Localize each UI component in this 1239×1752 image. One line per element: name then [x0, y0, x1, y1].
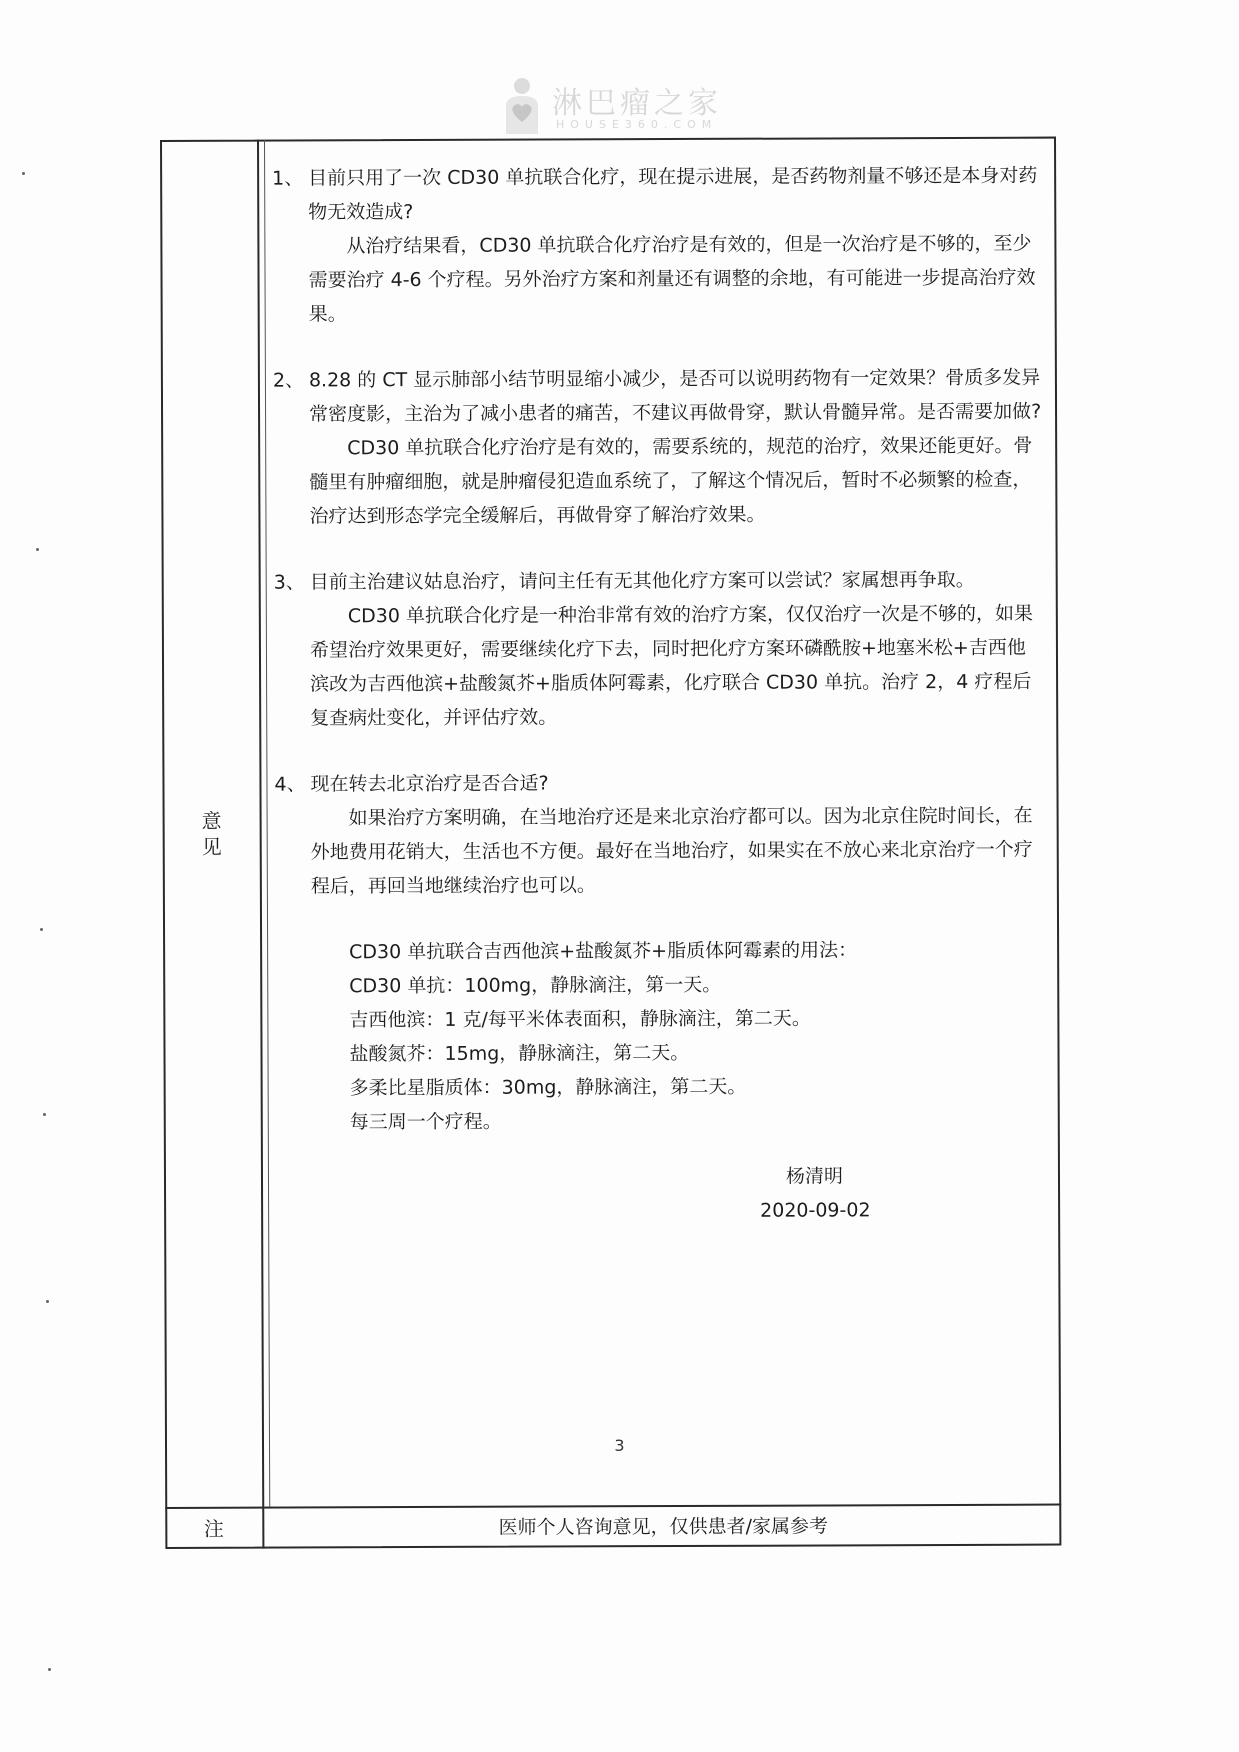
scan-speck: [43, 1113, 46, 1116]
question-text: 目前只用了一次 CD30 单抗联合化疗，现在提示进展，是否药物剂量不够还是本身对药物无效造成?: [308, 164, 1038, 224]
dosing-line: 吉西他滨：1 克/每平米体表面积，静脉滴注，第二天。: [349, 1007, 811, 1032]
page-number: 3: [614, 1436, 625, 1455]
scan-speck: [48, 1668, 51, 1671]
question-number: 4、: [274, 773, 306, 796]
person-heart-icon: [500, 76, 544, 136]
question-text: 目前主治建议姑息治疗，请问主任有无其他化疗方案可以尝试？家属想再争取。: [309, 568, 975, 594]
question: [273, 361, 1043, 432]
dosing-line: 每三周一个疗程。: [349, 1110, 502, 1134]
dosing-line: 多柔比星脂质体：30mg，静脉滴注，第二天。: [349, 1075, 747, 1100]
qa-item-4: [274, 765, 1045, 904]
question-number: 3、: [273, 571, 305, 594]
watermark-subtitle: HOUSE360.COM: [556, 118, 718, 131]
scan-speck: [36, 548, 39, 551]
consultation-form: [160, 137, 1061, 1549]
answer-text: 从治疗结果看，CD30 单抗联合化疗治疗是有效的，但是一次治疗是不够的，至少需要治疗 4-6 个疗程。另外治疗方案和剂量还有调整的余地，有可能进一步提高治疗效果。: [308, 232, 1036, 326]
question-text: 现在转去北京治疗是否合适?: [310, 772, 549, 796]
qa-item-2: [273, 361, 1044, 534]
scan-speck: [40, 928, 43, 931]
dosing-title: CD30 单抗联合吉西他滨+盐酸氮芥+脂质体阿霉素的用法：: [349, 939, 858, 964]
question-text: 8.28 的 CT 显示肺部小结节明显缩小减少，是否可以说明药物有一定效果？骨质多发异常密度影，主治为了减小患者的痛苦，不建议再做骨穿，默认骨髓异常。是否需要加做?: [308, 366, 1042, 426]
question: [274, 765, 1044, 802]
answer-text: CD30 单抗联合化疗是一种治非常有效的治疗方案，仅仅治疗一次是不够的，如果希望治疗效果更好，需要继续化疗下去，同时把化疗方案环磷酰胺+地塞米松+吉西他滨改为吉西他滨+盐酸氮芥+脂质体阿霉素，化疗联合 CD30 单抗。治疗 2，4 疗程后复查病灶变化，并评估疗效。: [309, 602, 1033, 730]
answer-text: 如果治疗方案明确，在当地治疗还是来北京治疗都可以。因为北京住院时间长，在外地费用花销大，生活也不方便。最好在当地治疗，如果实在不放心来北京治疗一个疗程后，再回当地继续治疗也可以。: [310, 804, 1033, 898]
dosing-regimen: [275, 933, 1046, 1140]
watermark-logo: [500, 72, 730, 142]
note-text: 医师个人咨询意见，仅供患者/家属参考: [498, 1515, 829, 1539]
dosing-line: 盐酸氮芥：15mg，静脉滴注，第二天。: [349, 1041, 690, 1066]
doctor-name: 杨清明: [785, 1165, 844, 1188]
qa-item-3: [274, 563, 1045, 736]
scan-speck: [46, 1300, 49, 1303]
watermark-title: 淋巴瘤之家: [552, 86, 722, 121]
scan-speck: [22, 172, 25, 175]
question-number: 1、: [272, 167, 304, 190]
dosing-line: CD30 单抗：100mg，静脉滴注，第一天。: [349, 973, 722, 998]
question: [274, 563, 1044, 600]
qa-item-1: [272, 159, 1043, 332]
question: [272, 159, 1042, 230]
opinion-label: 意见: [201, 808, 222, 859]
signature-date: 2020-09-02: [760, 1199, 871, 1222]
question-number: 2、: [272, 369, 305, 392]
signature-block: [276, 1159, 1046, 1230]
opinion-content: [272, 159, 1046, 1230]
note-label: 注: [203, 1516, 224, 1541]
answer-text: CD30 单抗联合化疗治疗是有效的，需要系统的，规范的治疗，效果还能更好。骨髓里有肿瘤细胞，就是肿瘤侵犯造血系统了，了解这个情况后，暂时不必频繁的检查，治疗达到形态学完全缓解后，再做骨穿了解治疗效果。: [309, 434, 1033, 528]
